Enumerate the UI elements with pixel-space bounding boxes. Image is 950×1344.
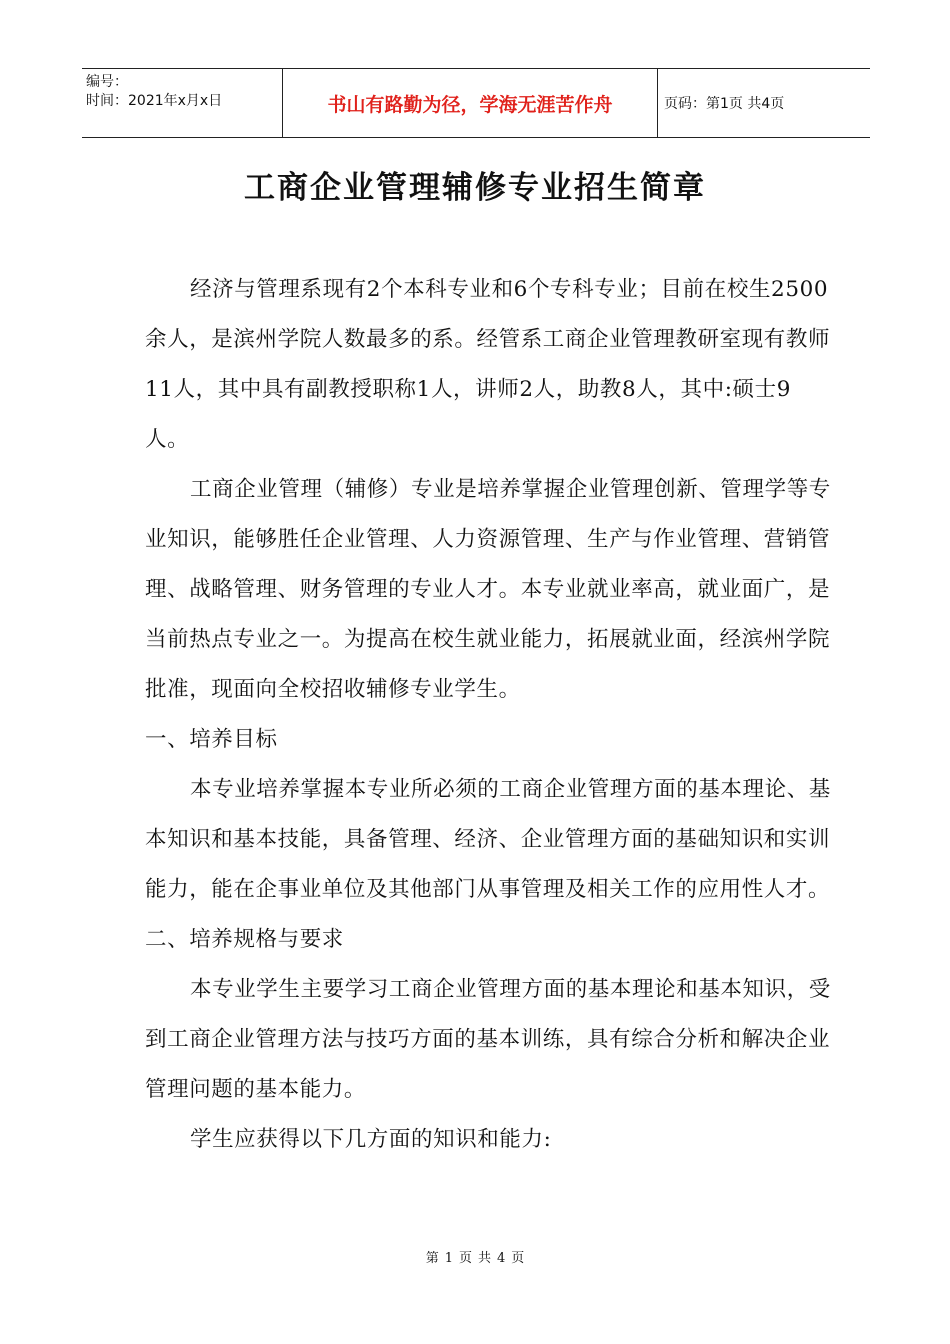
- header-page-info: 页码：第1页 共4页: [664, 96, 785, 112]
- section-heading: 二、培养规格与要求: [145, 927, 344, 952]
- footer-label: 第: [425, 1251, 439, 1266]
- footer-current-page: 1: [444, 1251, 453, 1266]
- header-motto: 书山有路勤为径，学海无涯苦作舟: [282, 69, 658, 137]
- body-paragraph: 学生应获得以下几方面的知识和能力:: [190, 1127, 552, 1152]
- page-footer: [0, 1247, 950, 1266]
- body-paragraph: 经济与管理系现有2个本科专业和6个专科专业；目前在校生2500余人，是滨州学院人数最多的系。经管系工商企业管理教研室现有教师11人，其中具有副教授职称1人，讲师2人，助教8人，其中:硕士9人。: [145, 277, 831, 452]
- document-number-label: 编号：: [86, 74, 128, 90]
- document-title: 工商企业管理辅修专业招生简章: [244, 170, 706, 206]
- footer-label: 页: [511, 1251, 525, 1266]
- body-paragraph: 本专业学生主要学习工商企业管理方面的基本理论和基本知识，受到工商企业管理方法与技巧方面的基本训练，具有综合分析和解决企业管理问题的基本能力。: [145, 977, 831, 1102]
- section-heading: 一、培养目标: [145, 727, 278, 752]
- footer-total-pages: 4: [497, 1251, 506, 1266]
- footer-label: 共: [478, 1251, 492, 1266]
- body-paragraph: 工商企业管理（辅修）专业是培养掌握企业管理创新、管理学等专业知识，能够胜任企业管理、人力资源管理、生产与作业管理、营销管理、战略管理、财务管理的专业人才。本专业就业率高，就业面广，是当前热点专业之一。为提高在校生就业能力，拓展就业面，经滨州学院批准，现面向全校招收辅修专业学生。: [145, 477, 831, 702]
- document-body: [145, 265, 835, 1165]
- header-meta: [82, 69, 282, 137]
- footer-label: 页: [458, 1251, 472, 1266]
- document-date: 时间：2021年x月x日: [86, 93, 223, 109]
- page-header: [82, 68, 870, 138]
- body-paragraph: 本专业培养掌握本专业所必须的工商企业管理方面的基本理论、基本知识和基本技能，具备管理、经济、企业管理方面的基础知识和实训能力，能在企事业单位及其他部门从事管理及相关工作的应用性人才。: [145, 777, 831, 902]
